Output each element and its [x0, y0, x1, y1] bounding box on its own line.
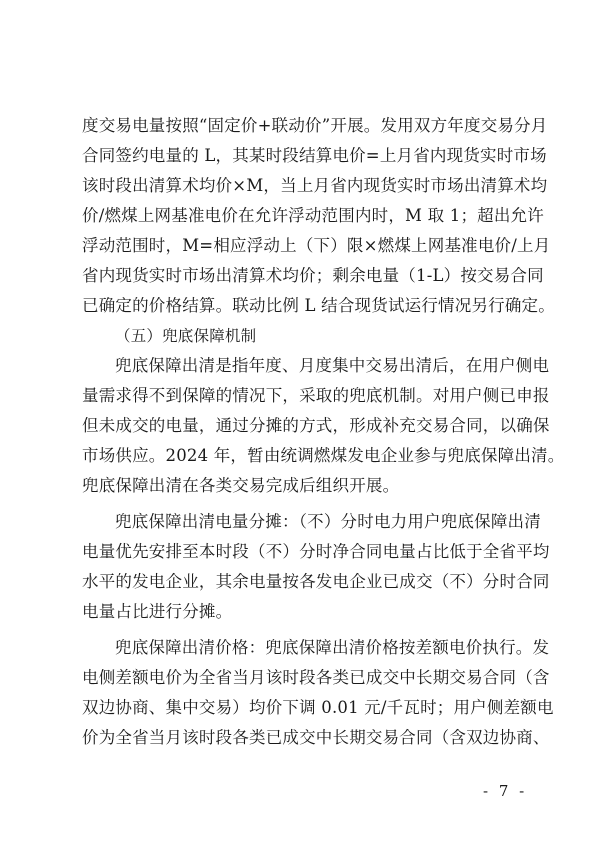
paragraph-line: 兜底保障出清是指年度、月度集中交易出清后，在用户侧电	[115, 356, 550, 375]
section-heading: （五）兜底保障机制	[115, 327, 257, 345]
body-text	[82, 111, 565, 753]
paragraph-line: 水平的发电企业，其余电量按各发电企业已成交（不）分时合同	[82, 572, 550, 591]
paragraph-line: 省内现货实时市场出清算术均价；剩余电量（1-L）按交易合同	[82, 266, 544, 285]
paragraph-line: 市场供应。2024 年，暂由统调燃煤发电企业参与兜底保障出清。	[82, 446, 565, 465]
paragraph-line: 该时段出清算术均价×M，当上月省内现货实时市场出清算术均	[82, 176, 548, 195]
paragraph-line: 量需求得不到保障的情况下，采取的兜底机制。对用户侧已申报	[82, 386, 550, 405]
paragraph-line: 兜底保障出清价格：兜底保障出清价格按差额电价执行。发	[115, 638, 550, 657]
paragraph-line: 电量优先安排至本时段（不）分时净合同电量占比低于全省平均	[82, 542, 550, 561]
paragraph-line: 已确定的价格结算。联动比例 L 结合现货试运行情况另行确定。	[82, 296, 555, 315]
paragraph-line: 双边协商、集中交易）均价下调 0.01 元/千瓦时；用户侧差额电	[82, 698, 554, 717]
paragraph-line: 兜底保障出清在各类交易完成后组织开展。	[82, 476, 400, 495]
paragraph-line: 度交易电量按照“固定价+联动价”开展。发用双方年度交易分月	[82, 116, 548, 135]
paragraph-line: 电侧差额电价为全省当月该时段各类已成交中长期交易合同（含	[82, 668, 550, 687]
paragraph-line: 浮动范围时，M=相应浮动上（下）限×燃煤上网基准电价/上月	[82, 236, 551, 255]
paragraph-line: 合同签约电量的 L，其某时段结算电价=上月省内现货实时市场	[82, 146, 547, 165]
paragraph-line: 电量占比进行分摊。	[82, 602, 233, 621]
paragraph-line: 价/燃煤上网基准电价在允许浮动范围内时，M 取 1；超出允许	[82, 206, 544, 225]
paragraph-line: 价为全省当月该时段各类已成交中长期交易合同（含双边协商、	[82, 728, 550, 747]
page-number: - 7 -	[483, 782, 528, 800]
paragraph-line: 兜底保障出清电量分摊：（不）分时电力用户兜底保障出清	[115, 512, 541, 531]
paragraph-line: 但未成交的电量，通过分摊的方式，形成补充交易合同，以确保	[82, 416, 550, 435]
